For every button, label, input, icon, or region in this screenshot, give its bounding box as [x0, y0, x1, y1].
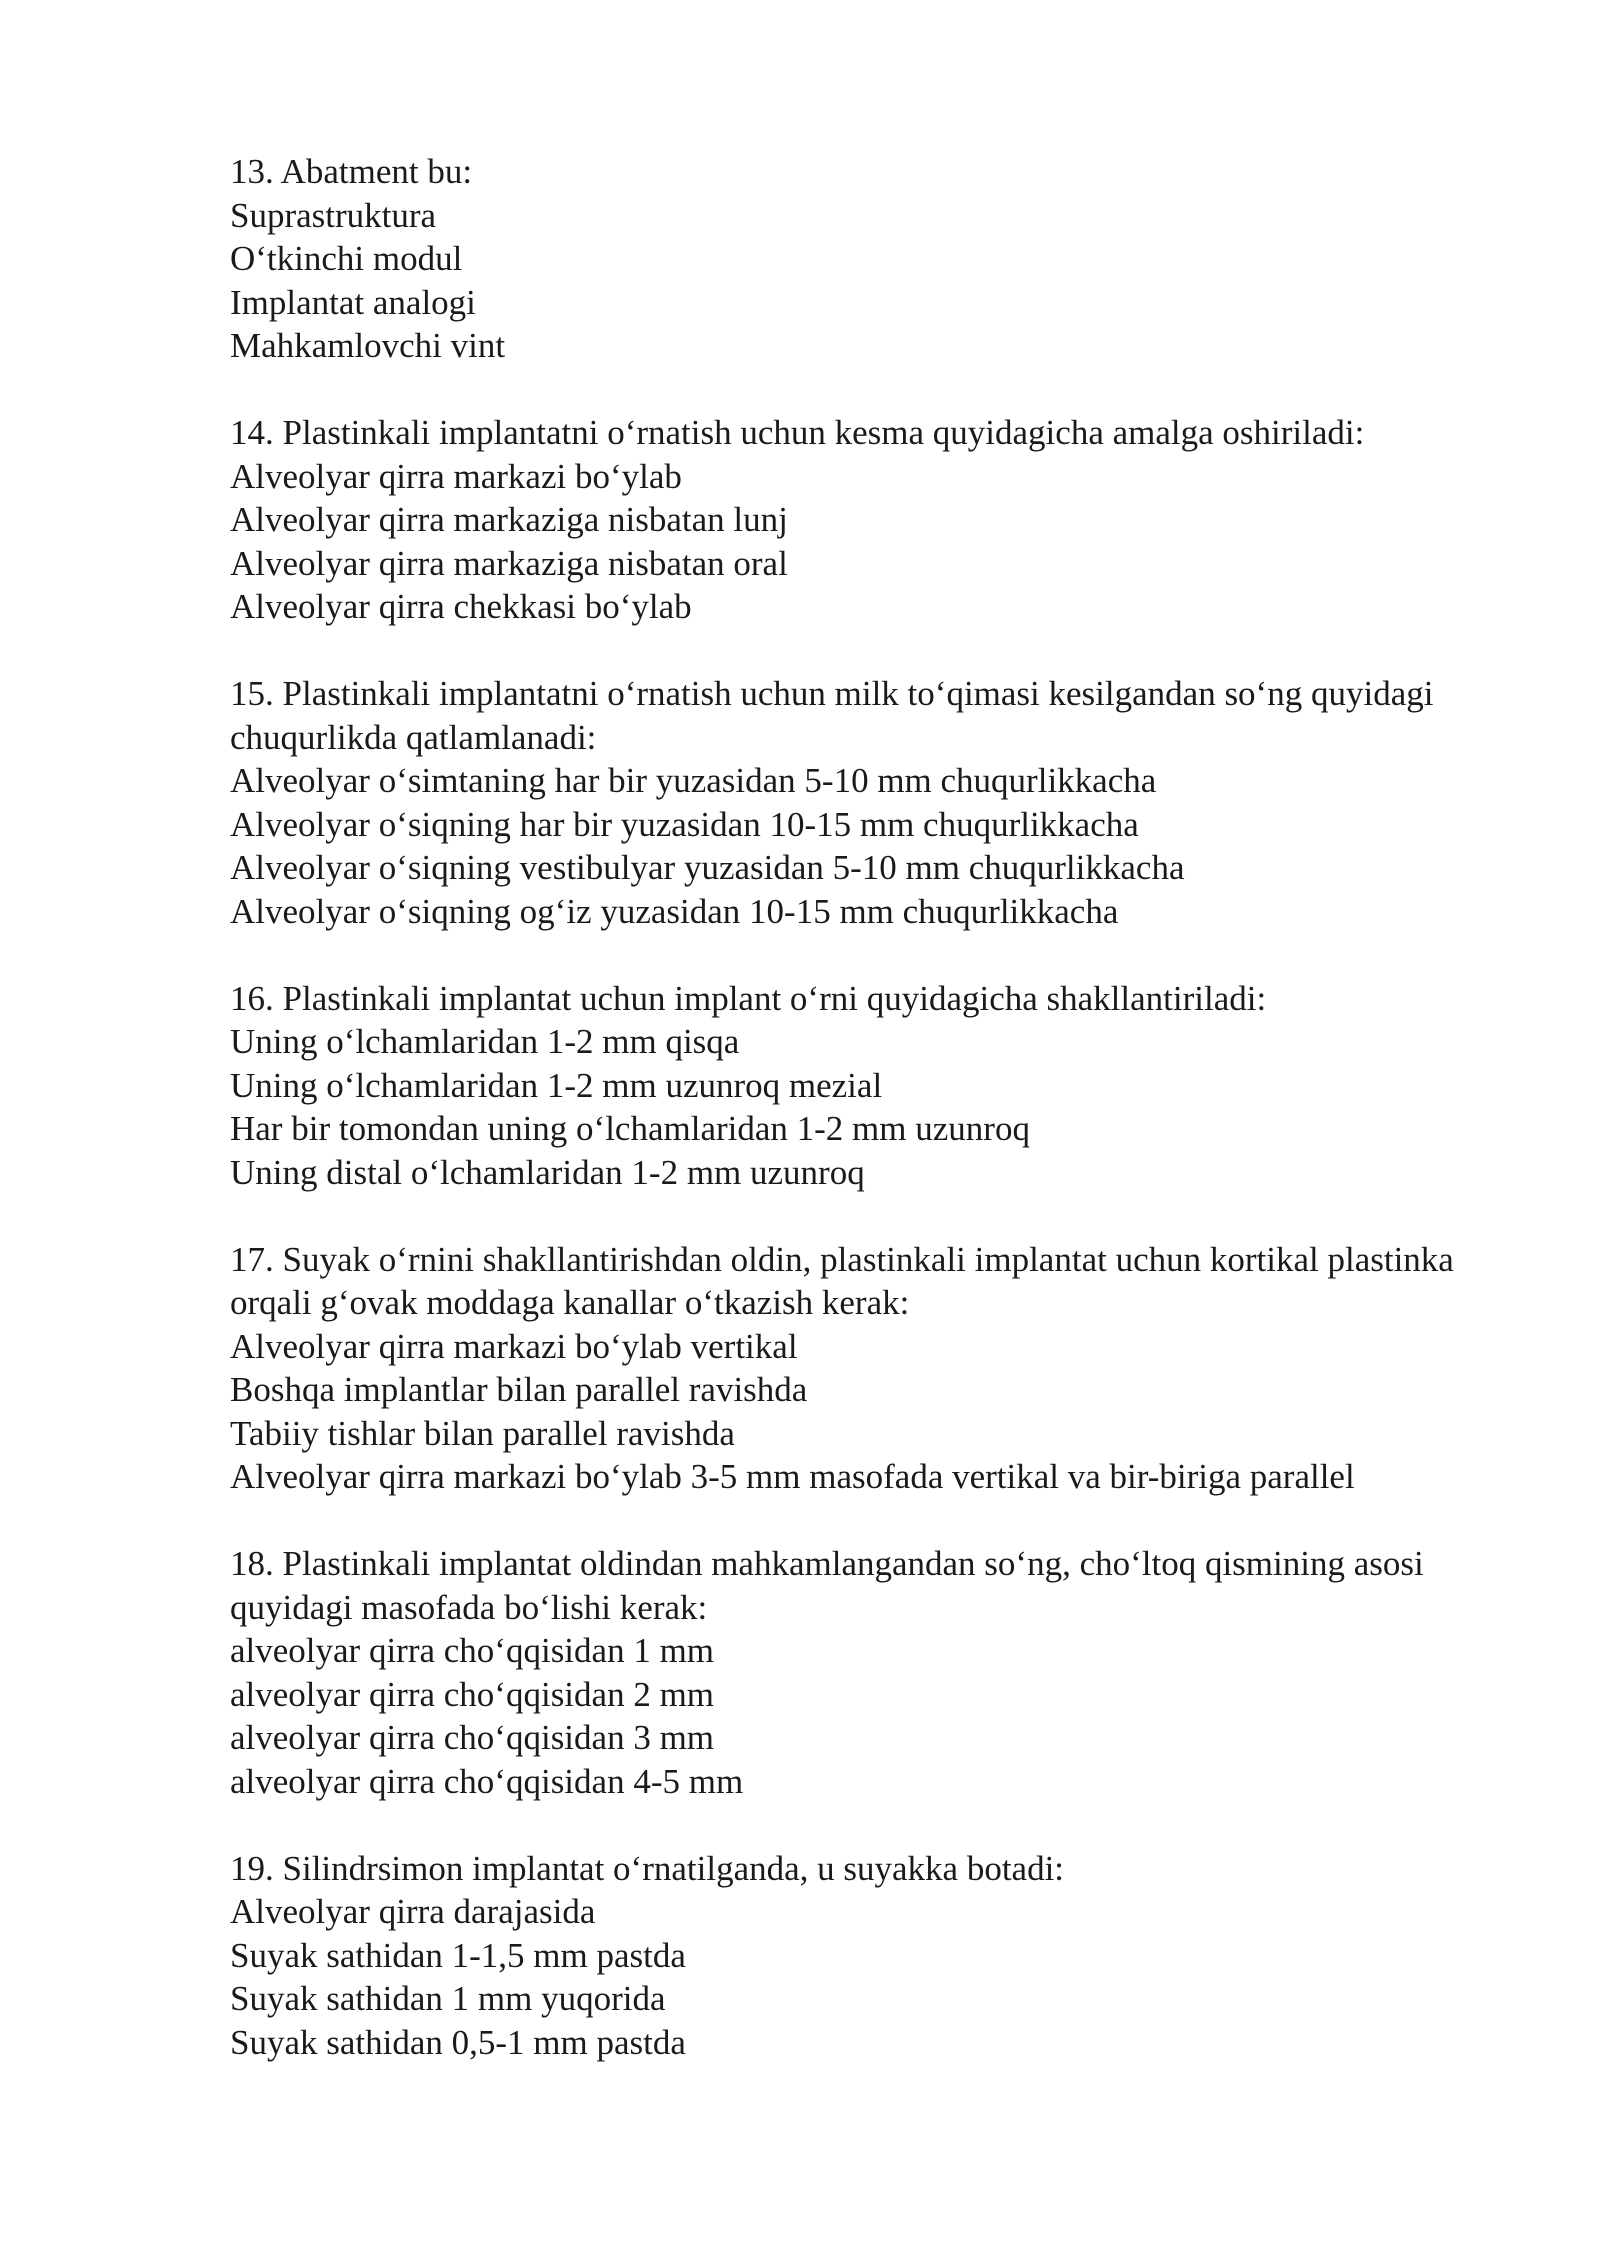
answer-option: Alveolyar qirra markazi bo‘ylab — [230, 456, 682, 496]
answer-option: Implantat analogi — [230, 282, 476, 322]
answer-option: Alveolyar qirra markazi bo‘ylab vertikal — [230, 1326, 798, 1366]
answer-option: alveolyar qirra cho‘qqisidan 1 mm — [230, 1631, 715, 1670]
question-13 — [230, 150, 1530, 368]
question-14 — [230, 411, 1530, 629]
answer-option: O‘tkinchi modul — [230, 239, 463, 278]
answer-option: Tabiiy tishlar bilan parallel ravishda — [230, 1413, 735, 1453]
question-17 — [230, 1238, 1530, 1499]
question-text: 13. Abatment bu: — [230, 152, 473, 191]
answer-option: Uning o‘lchamlaridan 1-2 mm qisqa — [230, 1022, 740, 1061]
answer-option: Uning o‘lchamlaridan 1-2 mm uzunroq mezial — [230, 1065, 883, 1105]
answer-option: alveolyar qirra cho‘qqisidan 3 mm — [230, 1718, 715, 1757]
answer-option: alveolyar qirra cho‘qqisidan 4-5 mm — [230, 1761, 744, 1801]
question-text: 15. Plastinkali implantatni o‘rnatish uchun milk to‘qimasi kesilgandan so‘ng quyidagi chuqurlikda qatlamlanadi: — [230, 674, 1434, 757]
question-text: 14. Plastinkali implantatni o‘rnatish uchun kesma quyidagicha amalga oshiriladi: — [230, 413, 1365, 452]
question-text: 19. Silindrsimon implantat o‘rnatilganda, u suyakka botadi: — [230, 1848, 1065, 1888]
answer-option: Boshqa implantlar bilan parallel ravishda — [230, 1370, 808, 1409]
answer-option: Alveolyar qirra chekkasi bo‘ylab — [230, 587, 692, 626]
answer-option: Suprastruktura — [230, 195, 437, 235]
answer-option: Suyak sathidan 0,5-1 mm pastda — [230, 2022, 686, 2062]
question-text: 18. Plastinkali implantat oldindan mahkamlangandan so‘ng, cho‘ltoq qismining asosi quyidagi masofada bo‘lishi kerak: — [230, 1544, 1424, 1627]
answer-option: Alveolyar qirra markazi bo‘ylab 3-5 mm masofada vertikal va bir-biriga parallel — [230, 1457, 1355, 1496]
answer-option: Uning distal o‘lchamlaridan 1-2 mm uzunroq — [230, 1152, 865, 1192]
question-text: 17. Suyak o‘rnini shakllantirishdan oldin, plastinkali implantat uchun kortikal plastinka orqali g‘ovak moddaga kanallar o‘tkazish kerak: — [230, 1239, 1454, 1322]
question-18 — [230, 1542, 1530, 1803]
answer-option: Alveolyar o‘siqning og‘iz yuzasidan 10-15 mm chuqurlikkacha — [230, 891, 1119, 931]
answer-option: Mahkamlovchi vint — [230, 326, 506, 365]
question-19 — [230, 1847, 1530, 2065]
question-16 — [230, 977, 1530, 1195]
question-15 — [230, 672, 1530, 933]
answer-option: Alveolyar o‘siqning vestibulyar yuzasidan 5-10 mm chuqurlikkacha — [230, 848, 1185, 887]
answer-option: Alveolyar o‘siqning har bir yuzasidan 10-15 mm chuqurlikkacha — [230, 804, 1139, 844]
answer-option: Suyak sathidan 1-1,5 mm pastda — [230, 1935, 686, 1975]
answer-option: Suyak sathidan 1 mm yuqorida — [230, 1979, 666, 2018]
document-page — [230, 150, 1530, 2108]
answer-option: Alveolyar o‘simtaning har bir yuzasidan 5-10 mm chuqurlikkacha — [230, 761, 1157, 800]
answer-option: Alveolyar qirra darajasida — [230, 1892, 596, 1931]
answer-option: alveolyar qirra cho‘qqisidan 2 mm — [230, 1674, 715, 1714]
question-text: 16. Plastinkali implantat uchun implant o‘rni quyidagicha shakllantiriladi: — [230, 978, 1267, 1018]
answer-option: Har bir tomondan uning o‘lchamlaridan 1-2 mm uzunroq — [230, 1109, 1030, 1148]
answer-option: Alveolyar qirra markaziga nisbatan lunj — [230, 500, 788, 539]
answer-option: Alveolyar qirra markaziga nisbatan oral — [230, 543, 788, 583]
